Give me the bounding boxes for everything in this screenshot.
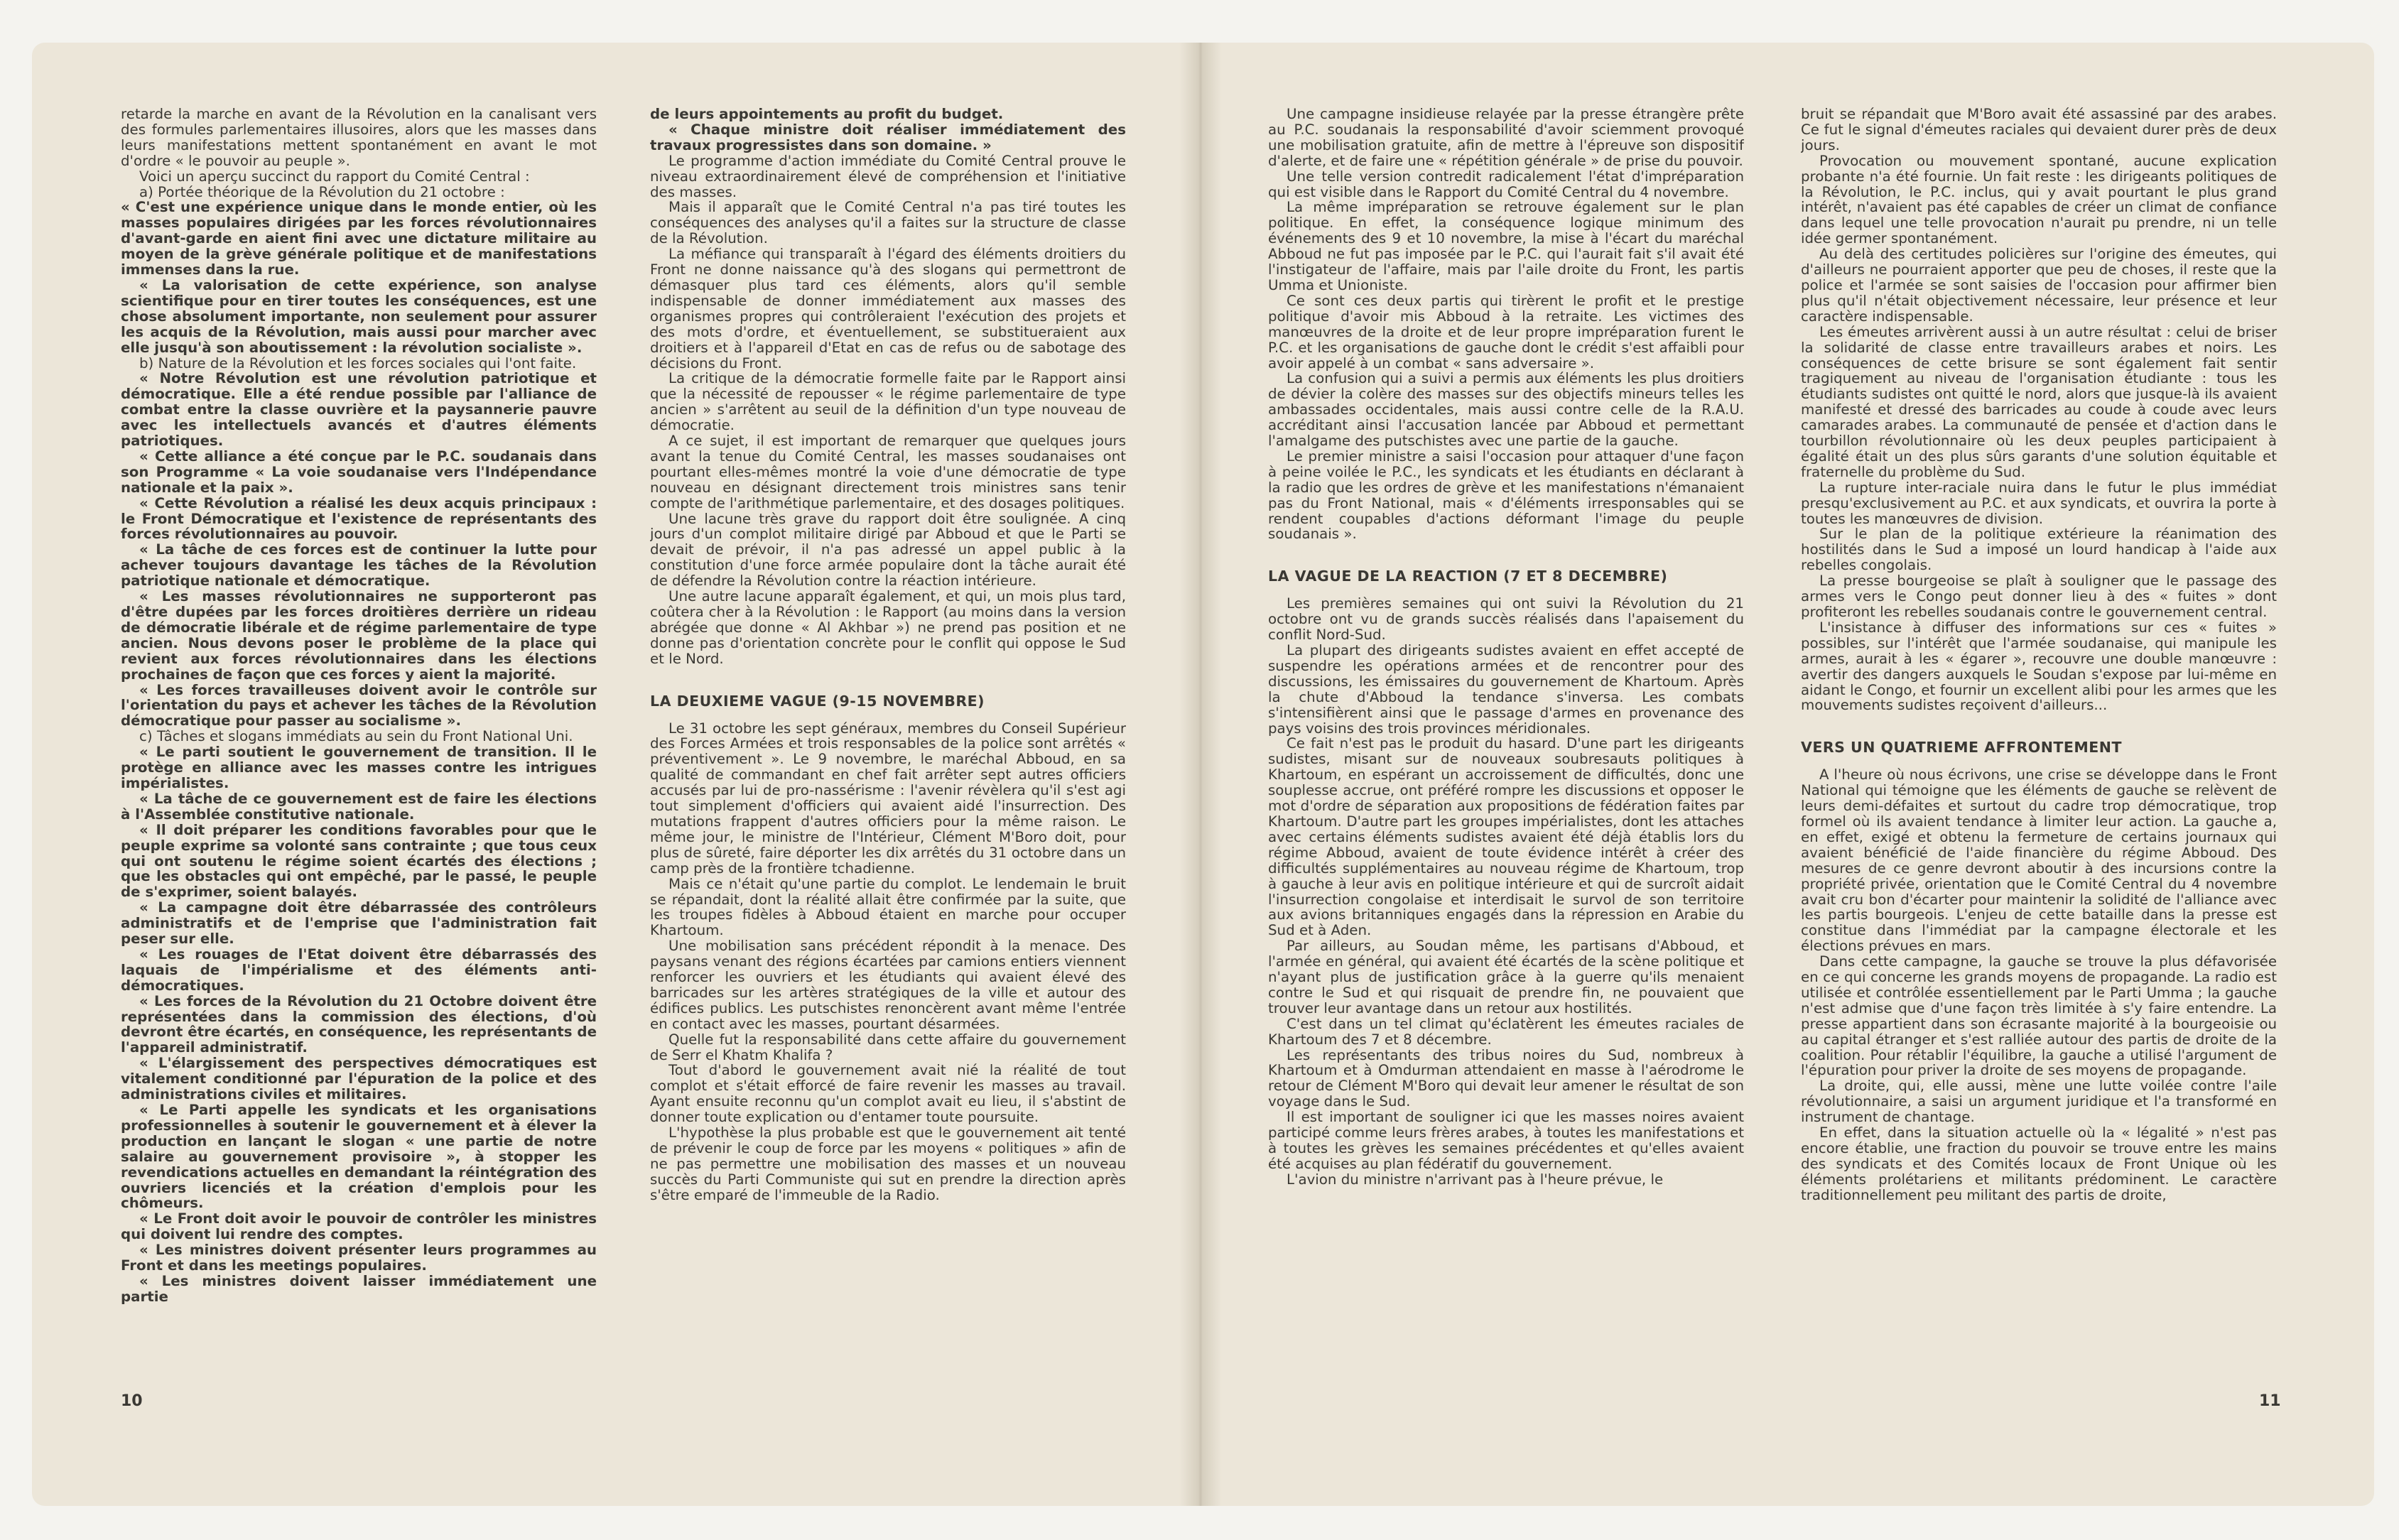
paragraph: « Le parti soutient le gouvernement de transition. Il le protège en alliance avec les masses contre les intrigues impérialistes. [121,744,597,791]
paragraph: c) Tâches et slogans immédiats au sein du Front National Uni. [139,728,573,745]
paragraph: A ce sujet, il est important de remarquer que quelques jours avant la tenue du Comité Central, les masses soudanaises ont pourtant elles-mêmes montré la voie d'une démocratie de type nouveau en désignant directement trois ministres sans tenir compte de l'arithmétique parlementaire, et des dosages politiques. [650,433,1126,511]
paragraph: « C'est une expérience unique dans le monde entier, où les masses populaires dirigées par les forces révolutionnaires d'avant-garde en aient fini avec une dictature militaire au moyen de la grève générale politique et de manifestations immenses dans la rue. [121,199,597,278]
paragraph: Tout d'abord le gouvernement avait nié la réalité de tout complot et s'était efforcé de faire revenir les masses au travail. Ayant ensuite reconnu qu'un complot avait eu lieu, il s'abstint de donner toute explication ou d'entamer toute poursuite. [650,1062,1126,1126]
text-column-2 [650,107,1126,1357]
paragraph: Par ailleurs, au Soudan même, les partisans d'Abboud, et l'armée en général, qui avaient été écartés de la scène politique et n'ayant plus de justification grâce à la guerre qu'ils menaient contre le Sud et qui risquait de prendre fin, ne pouvaient que trouver leur avantage dans un retour aux hostilités. [1268,938,1744,1016]
paragraph: La même impréparation se retrouve également sur le plan politique. En effet, la conséquence logique minimum des événements des 9 et 10 novembre, la mise à l'écart du maréchal Abboud ne fut pas imposée par le P.C. qui l'aurait fait s'il avait été l'instigateur de l'affaire, mais par l'aile droite du Front, les partis Umma et Unioniste. [1268,199,1744,293]
paragraph: retarde la marche en avant de la Révolution en la canalisant vers des formules parlementaires illusoires, alors que les masses dans leurs manifestations mettent spontanément en avant le mot d'ordre « le pouvoir au peuple ». [121,107,597,169]
paragraph: « La campagne doit être débarrassée des contrôleurs administratifs et de l'emprise que l'administration fait peser sur elle. [121,899,597,948]
paragraph: « Les rouages de l'Etat doivent être débarrassés des laquais de l'impérialisme et des éléments anti-démocratiques. [121,945,597,994]
paragraph: Ce sont ces deux partis qui tirèrent le profit et le prestige politique d'avoir mis Abboud à la retraite. Les victimes des manœuvres de la droite et de leur propre impréparation furent le P.C. et les organisations de gauche dont le crédit s'est affaibli pour avoir appelé à un combat « sans adversaire ». [1268,292,1744,372]
paragraph: « Les ministres doivent présenter leurs programmes au Front et dans les meetings populaires. [121,1242,597,1274]
paragraph: La critique de la démocratie formelle faite par le Rapport ainsi que la nécessité de repousser « le régime parlementaire de type ancien » s'arrêtent au seuil de la définition d'un type nouveau de démocratie. [650,370,1126,434]
paragraph: « Le Parti appelle les syndicats et les organisations professionnelles à soutenir le gouvernement et à élever la production en lançant le slogan « une partie de notre salaire au gouvernement provisoire », à stopper les revendications actuelles en demandant la réintégration des ouvriers licenciés et la création d'emplois pour les chômeurs. [121,1102,597,1212]
paragraph: Les émeutes arrivèrent aussi à un autre résultat : celui de briser la solidarité de classe entre travailleurs arabes et noirs. Les conséquences de cette brisure se sont également fait sentir tragiquement au niveau de l'organisation étudiante : tous les étudiants sudistes ont quitté le nord, alors que jusque-là ils avaient manifesté et dressé des barricades au coude à coude avec leurs camarades arabes. La communauté de pensée et d'action dans le tourbillon révolutionnaire où les deux peuples participaient à égalité était un des plus sûrs garants d'une solution équitable et fraternelle du problème du Sud. [1801,323,2277,480]
paragraph: Au delà des certitudes policières sur l'origine des émeutes, qui d'ailleurs ne pourraient apporter que peu de choses, il reste que la police et l'armée se sont saisies de l'occasion pour affirmer bien plus qu'il n'était objectivement nécessaire, leur présence et leur caractère indispensable. [1801,246,2277,325]
paragraph: A l'heure où nous écrivons, une crise se développe dans le Front National qui témoigne que les éléments de gauche se relèvent de leurs demi-défaites et surtout du cadre trop démocratique, trop formel où ils avaient tendance à limiter leur action. La gauche a, en effet, exigé et obtenu la fermeture de certains journaux qui avaient bénéficié de l'aide financière du régime Abboud. Des mesures de ce genre devront aboutir à des incursions contre la propriété privée, orientation que le Comité Central du 4 novembre avait cru bon d'écarter pour maintenir la solidité de l'alliance avec les partis bourgeois. L'enjeu de cette bataille dans la presse est constitue dans l'immédiat par la campagne électorale et les élections prévues en mars. [1801,766,2277,955]
paragraph: « Les forces de la Révolution du 21 Octobre doivent être représentées dans la commission des élections, d'où devront être écartés, en conséquence, les représentants de l'appareil administratif. [121,992,597,1056]
paragraph: « La tâche de ces forces est de continuer la lutte pour achever toujours davantage les tâches de la Révolution patriotique nationale et démocratique. [121,541,597,590]
section-heading: LA VAGUE DE LA REACTION (7 ET 8 DECEMBRE) [1268,568,1668,585]
paragraph: Une campagne insidieuse relayée par la presse étrangère prête au P.C. soudanais la responsabilité d'avoir sciemment provoqué une mobilisation gratuite, afin de mettre à l'épreuve son dispositif d'alerte, et de faire une « répétition générale » de prise du pouvoir. [1268,107,1744,169]
paragraph: Il est important de souligner ici que les masses noires avaient participé comme leurs frères arabes, à toutes les manifestations et à toutes les grèves les semaines précédentes et qu'elles avaient été acquises au plan fédératif du gouvernement. [1268,1109,1744,1172]
paragraph: Une lacune très grave du rapport doit être soulignée. A cinq jours d'un complot militaire dirigé par Abboud et que le Parti se devait de prévoir, il n'a pas adressé un appel public à la constitution d'une force armée populaire dont la tâche aurait été de défendre la Révolution contre la réaction intérieure. [650,510,1126,590]
paragraph: Provocation ou mouvement spontané, aucune explication probante n'a été fournie. Un fait reste : les dirigeants politiques de la Révolution, le P.C. inclus, qui y avait pourtant le plus grand intérêt, n'avaient pas été capables de créer un climat de confiance dans lequel une telle provocation n'aurait pu prendre, ni un telle idée germer spontanément. [1801,152,2277,247]
paragraph: « Les forces travailleuses doivent avoir le contrôle sur l'orientation du pays et achever les tâches de la Révolution démocratique pour passer au socialisme ». [121,681,597,730]
page-number-right: 11 [2259,1392,2281,1410]
text-column-4 [1801,107,2277,1357]
section-heading: LA DEUXIEME VAGUE (9-15 NOVEMBRE) [650,692,985,710]
paragraph: de leurs appointements au profit du budget. [650,107,1004,122]
paragraph: Quelle fut la responsabilité dans cette affaire du gouvernement de Serr el Khatm Khalifa ? [650,1031,1126,1063]
paragraph: « Les masses révolutionnaires ne supporteront pas d'être dupées par les forces droitières derrière un rideau de démocratie libérale et de régime parlementaire de type ancien. Nous devons poser le problème de la place qui revient aux forces révolutionnaires dans les élections prochaines de façon que ces forces y aient la majorité. [121,588,597,683]
paragraph: « Cette alliance a été conçue par le P.C. soudanais dans son Programme « La voie soudanaise vers l'Indépendance nationale et la paix ». [121,448,597,496]
paragraph: « Notre Révolution est une révolution patriotique et démocratique. Elle a été rendue possible par l'alliance de combat entre la classe ouvrière et la paysannerie pauvre avec les intellectuels avancés et d'autres éléments patriotiques. [121,370,597,450]
section-heading: VERS UN QUATRIEME AFFRONTEMENT [1801,739,2122,757]
paragraph: a) Portée théorique de la Révolution du 21 octobre : [139,183,505,200]
paragraph: Sur le plan de la politique extérieure la réanimation des hostilités dans le Sud a imposé un lourd handicap à l'aide aux rebelles congolais. [1801,526,2277,574]
text-column-1 [121,107,597,1357]
paragraph: La méfiance qui transparaît à l'égard des éléments droitiers du Front ne donne naissance qu'à des slogans qui permettront de démasquer plus tard ces éléments, alors qu'il semble indispensable de donner immédiatement aux masses des organismes propres qui contrôleraient l'exécution des projets et des mots d'ordre, et éventuellement, se substitueraient aux droitiers et à l'appareil d'Etat en cas de refus ou de sabotage des décisions du Front. [650,246,1126,372]
paragraph: bruit se répandait que M'Boro avait été assassiné par des arabes. Ce fut le signal d'émeutes raciales qui devaient durer près de deux jours. [1801,107,2277,153]
paragraph: L'insistance à diffuser des informations sur ces « fuites » possibles, sur l'intérêt que l'armée soudanaise, qui manipule les armes, aurait à les « égarer », recouvre une double manœuvre : avertir des dangers auxquels le Soudan s'expose par lui-même en aidant le Congo, et fournir un excellent alibi pour les armes que les mouvements sudistes reçoivent d'ailleurs... [1801,619,2277,714]
paragraph: Une telle version contredit radicalement l'état d'impréparation qui est visible dans le Rapport du Comité Central du 4 novembre. [1268,168,1744,200]
paragraph: C'est dans un tel climat qu'éclatèrent les émeutes raciales de Khartoum des 7 et 8 décembre. [1268,1015,1744,1048]
paragraph: Mais ce n'était qu'une partie du complot. Le lendemain le bruit se répandait, dont la réalité allait être confirmée par la suite, que les troupes fidèles à Abboud étaient en marche pour occuper Khartoum. [650,875,1126,939]
paragraph: Dans cette campagne, la gauche se trouve la plus défavorisée en ce qui concerne les grands moyens de propagande. La radio est utilisée et contrôlée essentiellement par le Parti Umma ; la gauche n'est admise que d'une façon très limitée à s'y faire entendre. La presse appartient dans son écrasante majorité à la bourgeoisie ou au capital étranger et s'est ralliée autour des partis de droite de la coalition. Pour rétablir l'équilibre, la gauche a utilisé l'argument de l'épuration pour priver la droite de ses moyens de propagande. [1801,953,2277,1079]
paragraph: La presse bourgeoise se plaît à souligner que le passage des armes vers le Congo peut donner lieu à des « fuites » dont profiteront les rebelles soudanais contre le gouvernement central. [1801,573,2277,620]
paragraph: Ce fait n'est pas le produit du hasard. D'une part les dirigeants sudistes, misant sur de nouveaux soubresauts politiques à Khartoum, en espérant un accroissement de difficultés, donc une souplesse accrue, ont préféré rompre les discussions et opposer le mot d'ordre de séparation aux propositions de fédération faites par Khartoum. D'autre part les groupes impérialistes, dont les attaches avec certains éléments sudistes avaient été déjà établis lors du régime Abboud, avaient de toute évidence intérêt à créer des difficultés supplémentaires au nouveau régime de Khartoum, trop à gauche à leur avis en politique intérieure et qui de surcroît aidait l'insurrection congolaise et interdisait le survol de son territoire aux avions britanniques engagés dans la répression en Arabie du Sud et à Aden. [1268,735,1744,939]
paragraph: La droite, qui, elle aussi, mène une lutte voilée contre l'aile révolutionnaire, a saisi un argument juridique et l'a transformé en instrument de chantage. [1801,1078,2277,1126]
paragraph: L'hypothèse la plus probable est que le gouvernement ait tenté de prévenir le coup de force par les moyens « politiques » afin de ne pas permettre une mobilisation des masses et un nouveau succès du Parti Communiste qui sut en prendre la direction après s'être emparé de l'immeuble de la Radio. [650,1124,1126,1203]
paragraph: « Il doit préparer les conditions favorables pour que le peuple exprime sa volonté sans contrainte ; que tous ceux qui ont soutenu le régime soient écartés des élections ; que les obstacles qui ont empêché, par le passé, le peuple de s'exprimer, soient balayés. [121,821,597,901]
paragraph: En effet, dans la situation actuelle où la « légalité » n'est pas encore établie, une fraction du pouvoir se trouve entre les mains des syndicats et des Comités locaux de Front Unique où les éléments prolétariens et militants prédominent. Le caractère traditionnellement peu militant des partis de droite, [1801,1124,2277,1203]
paragraph: Voici un aperçu succinct du rapport du Comité Central : [139,168,530,185]
paragraph: Le programme d'action immédiate du Comité Central prouve le niveau extraordinairement élevé de compréhension et l'initiative des masses. [650,152,1126,200]
paragraph: Les représentants des tribus noires du Sud, nombreux à Khartoum et à Omdurman attendaient en masse à l'aérodrome le retour de Clément M'Boro qui devait leur amener le résultat de son voyage dans le Sud. [1268,1046,1744,1110]
paragraph: b) Nature de la Révolution et les forces sociales qui l'ont faite. [139,354,577,372]
paragraph: La rupture inter-raciale nuira dans le futur le plus immédiat presqu'exclusivement au P.C. et aux syndicats, et ouvrira la porte à toutes les manœuvres de division. [1801,479,2277,527]
paragraph: « Chaque ministre doit réaliser immédiatement des travaux progressistes dans son domaine. » [650,121,1126,153]
paragraph: La confusion qui a suivi a permis aux éléments les plus droitiers de dévier la colère des masses sur des objectifs mineurs telles les ambassades occidentales, mais aussi contre celle de la R.A.U. accréditant ainsi l'accusation lancée par Abboud et permettant l'amalgame des putschistes avec une partie de la gauche. [1268,370,1744,450]
text-column-3 [1268,107,1744,1357]
paragraph: Le 31 octobre les sept généraux, membres du Conseil Supérieur des Forces Armées et trois responsables de la police sont arrêtés « préventivement ». Le 9 novembre, le maréchal Abboud, en sa qualité de commandant en chef fait arrêter sept autres officiers accusés par lui de pro-nassérisme : l'avenir révèlera qu'il s'est agi tout simplement d'officiers qui avaient aidé l'insurrection. Des mutations frappent d'autres officiers pour la même raison. Le même jour, le ministre de l'Intérieur, Clément M'Boro doit, pour plus de sûreté, faire déporter les dix arrêtés du 31 octobre dans un camp près de la frontière tchadienne. [650,720,1126,877]
paragraph: « L'élargissement des perspectives démocratiques est vitalement conditionné par l'épuration de la police et des administrations civiles et militaires. [121,1055,597,1103]
paragraph: Les premières semaines qui ont suivi la Révolution du 21 octobre ont vu de grands succès réalisés dans l'apaisement du conflit Nord-Sud. [1268,595,1744,644]
paragraph: Mais il apparaît que le Comité Central n'a pas tiré toutes les conséquences des analyses qu'il a faites sur la structure de classe de la Révolution. [650,199,1126,247]
paragraph: Une mobilisation sans précédent répondit à la menace. Des paysans venant des régions écartées par camions entiers viennent renforcer les ouvriers et les étudiants qui avaient élevé des barricades sur les artères stratégiques de la ville et autour des édifices publics. Les putschistes renoncèrent avant même l'entrée en contact avec les masses, pourtant désarmées. [650,938,1126,1032]
paragraph: Une autre lacune apparaît également, et qui, un mois plus tard, coûtera cher à la Révolution : le Rapport (au moins dans la version abrégée que donne « Al Akhbar ») ne prend pas position et ne donne pas d'orientation concrète pour le conflit qui oppose le Sud et le Nord. [650,588,1126,667]
paragraph: L'avion du ministre n'arrivant pas à l'heure prévue, le [1287,1171,1664,1188]
paragraph: « Les ministres doivent laisser immédiatement une partie [121,1272,597,1305]
paragraph: « Cette Révolution a réalisé les deux acquis principaux : le Front Démocratique et l'existence de représentants des forces révolutionnaires au pouvoir. [121,494,597,543]
paragraph: Le premier ministre a saisi l'occasion pour attaquer d'une façon à peine voilée le P.C., les syndicats et les étudiants en déclarant à la radio que les ordres de grève et les manifestations n'émanaient pas du Front National, mais « d'éléments irresponsables qui se rendent coupables d'actions déformant l'image du peuple soudanais ». [1268,448,1744,543]
paragraph: La plupart des dirigeants sudistes avaient en effet accepté de suspendre les opérations armées et de rencontrer pour des discussions, les émissaires du gouvernement de Khartoum. Après la chute d'Abboud la tendance s'inversa. Les combats s'intensifièrent ainsi que le passage d'armes en provenance des pays voisins des trois provinces méridionales. [1268,642,1744,737]
paragraph: « La tâche de ce gouvernement est de faire les élections à l'Assemblée constitutive nationale. [121,790,597,823]
paragraph: « La valorisation de cette expérience, son analyse scientifique pour en tirer toutes les conséquences, est une chose absolument importante, non seulement pour assurer les acquis de la Révolution, mais aussi pour marcher avec elle jusqu'à son aboutissement : la révolution socialiste ». [121,276,597,356]
page-number-left: 10 [121,1392,143,1410]
paragraph: « Le Front doit avoir le pouvoir de contrôler les ministres qui doivent lui rendre des comptes. [121,1210,597,1243]
page-gutter [1179,43,1222,1506]
